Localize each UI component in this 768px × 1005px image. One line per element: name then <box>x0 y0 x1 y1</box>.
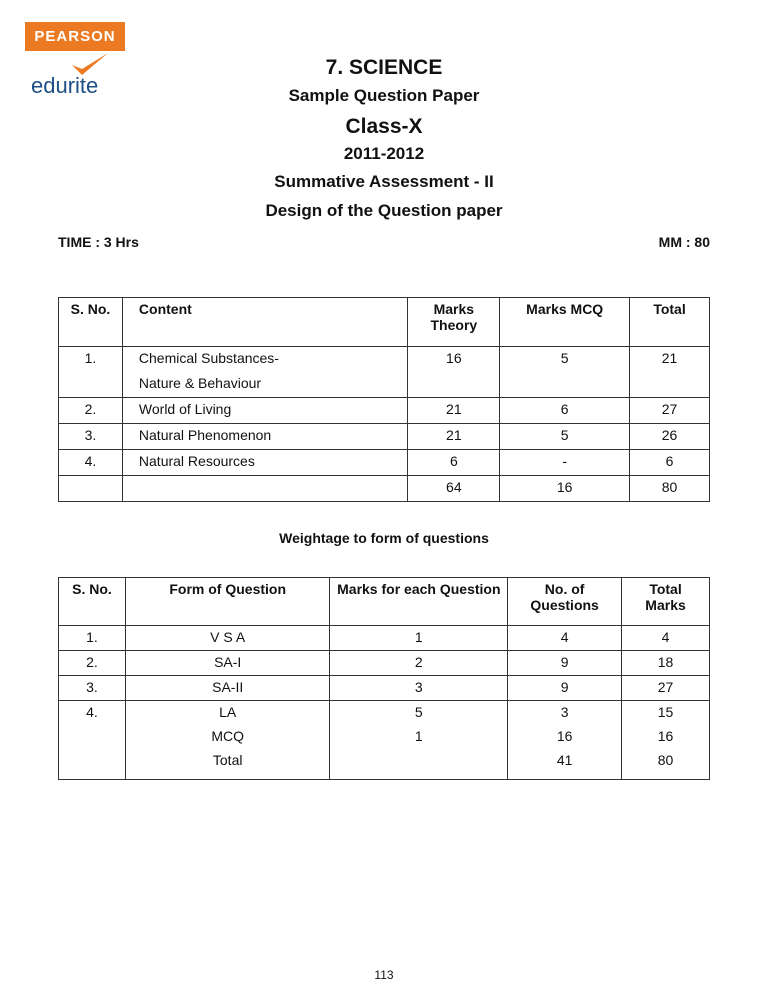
cell: World of Living <box>122 398 407 424</box>
cell: 16 <box>508 725 622 749</box>
table-row <box>59 347 710 373</box>
weightage-title: Weightage to form of questions <box>279 530 489 546</box>
cell: 6 <box>630 450 710 476</box>
document-header <box>0 56 768 230</box>
cell: 64 <box>408 476 500 502</box>
cell: 16 <box>500 476 630 502</box>
cell: 27 <box>630 398 710 424</box>
cell: Total <box>125 749 330 780</box>
table-row <box>59 651 710 676</box>
cell: 26 <box>630 424 710 450</box>
cell: SA-I <box>125 651 330 676</box>
cell: MCQ <box>125 725 330 749</box>
cell: LA <box>125 701 330 726</box>
cell: 15 <box>622 701 710 726</box>
header-cell: S. No. <box>59 578 126 626</box>
table-total-row <box>59 749 710 780</box>
cell: 3. <box>59 676 126 701</box>
table-total-row <box>59 476 710 502</box>
table-row <box>59 701 710 726</box>
cell: 1 <box>330 725 508 749</box>
cell <box>408 372 500 398</box>
cell: 21 <box>408 424 500 450</box>
table-header-row <box>59 578 710 626</box>
time-label: TIME : 3 Hrs <box>58 234 139 250</box>
cell: 1. <box>59 626 126 651</box>
edurite-logo-text: edurite <box>31 73 99 98</box>
cell: 2 <box>330 651 508 676</box>
cell: V S A <box>125 626 330 651</box>
table-row <box>59 424 710 450</box>
header-cell: Form of Question <box>125 578 330 626</box>
cell: 21 <box>630 347 710 373</box>
cell: 18 <box>622 651 710 676</box>
cell: 4 <box>508 626 622 651</box>
cell: 80 <box>622 749 710 780</box>
cell: 41 <box>508 749 622 780</box>
header-cell: Marks for each Question <box>330 578 508 626</box>
cell: Natural Phenomenon <box>122 424 407 450</box>
cell: Natural Resources <box>122 450 407 476</box>
cell: 80 <box>630 476 710 502</box>
header-cell: Total Marks <box>622 578 710 626</box>
cell <box>59 749 126 780</box>
cell: 1 <box>330 626 508 651</box>
subject-title: 7. SCIENCE <box>325 56 443 79</box>
cell: 3. <box>59 424 123 450</box>
header-cell: S. No. <box>59 298 123 347</box>
cell <box>59 476 123 502</box>
table-row <box>59 626 710 651</box>
design-title: Design of the Question paper <box>265 201 503 220</box>
cell <box>500 372 630 398</box>
cell: 5 <box>330 701 508 726</box>
cell: 4. <box>59 450 123 476</box>
cell: SA-II <box>125 676 330 701</box>
header-cell: Marks MCQ <box>500 298 630 347</box>
cell: 21 <box>408 398 500 424</box>
cell: 9 <box>508 651 622 676</box>
cell: 2. <box>59 651 126 676</box>
cell: 16 <box>408 347 500 373</box>
table-row <box>59 372 710 398</box>
cell: 6 <box>408 450 500 476</box>
cell: - <box>500 450 630 476</box>
header-cell: Total <box>630 298 710 347</box>
cell: 16 <box>622 725 710 749</box>
cell: Nature & Behaviour <box>122 372 407 398</box>
table-row <box>59 398 710 424</box>
cell: 3 <box>330 676 508 701</box>
cell <box>122 476 407 502</box>
cell: 9 <box>508 676 622 701</box>
cell: 2. <box>59 398 123 424</box>
table-row <box>59 676 710 701</box>
max-marks-label: MM : 80 <box>658 234 710 250</box>
cell: 4. <box>59 701 126 726</box>
cell <box>59 372 123 398</box>
content-marks-table <box>58 297 710 502</box>
year-title: 2011-2012 <box>343 144 425 163</box>
page-number: 113 <box>374 968 394 982</box>
cell: 6 <box>500 398 630 424</box>
header-cell: Content <box>122 298 407 347</box>
header-cell: No. of Questions <box>508 578 622 626</box>
paper-title: Sample Question Paper <box>288 86 480 105</box>
cell: 1. <box>59 347 123 373</box>
cell <box>630 372 710 398</box>
table-row <box>59 450 710 476</box>
assessment-title: Summative Assessment - II <box>274 172 494 191</box>
cell: 3 <box>508 701 622 726</box>
cell: Chemical Substances- <box>122 347 407 373</box>
table-header-row <box>59 298 710 347</box>
cell <box>59 725 126 749</box>
table-row <box>59 725 710 749</box>
class-title: Class-X <box>345 115 423 138</box>
cell: 27 <box>622 676 710 701</box>
header-cell: Marks Theory <box>408 298 500 347</box>
cell: 4 <box>622 626 710 651</box>
cell: 5 <box>500 347 630 373</box>
question-form-table <box>58 577 710 780</box>
cell <box>330 749 508 780</box>
pearson-logo-text: PEARSON <box>25 22 125 51</box>
cell: 5 <box>500 424 630 450</box>
